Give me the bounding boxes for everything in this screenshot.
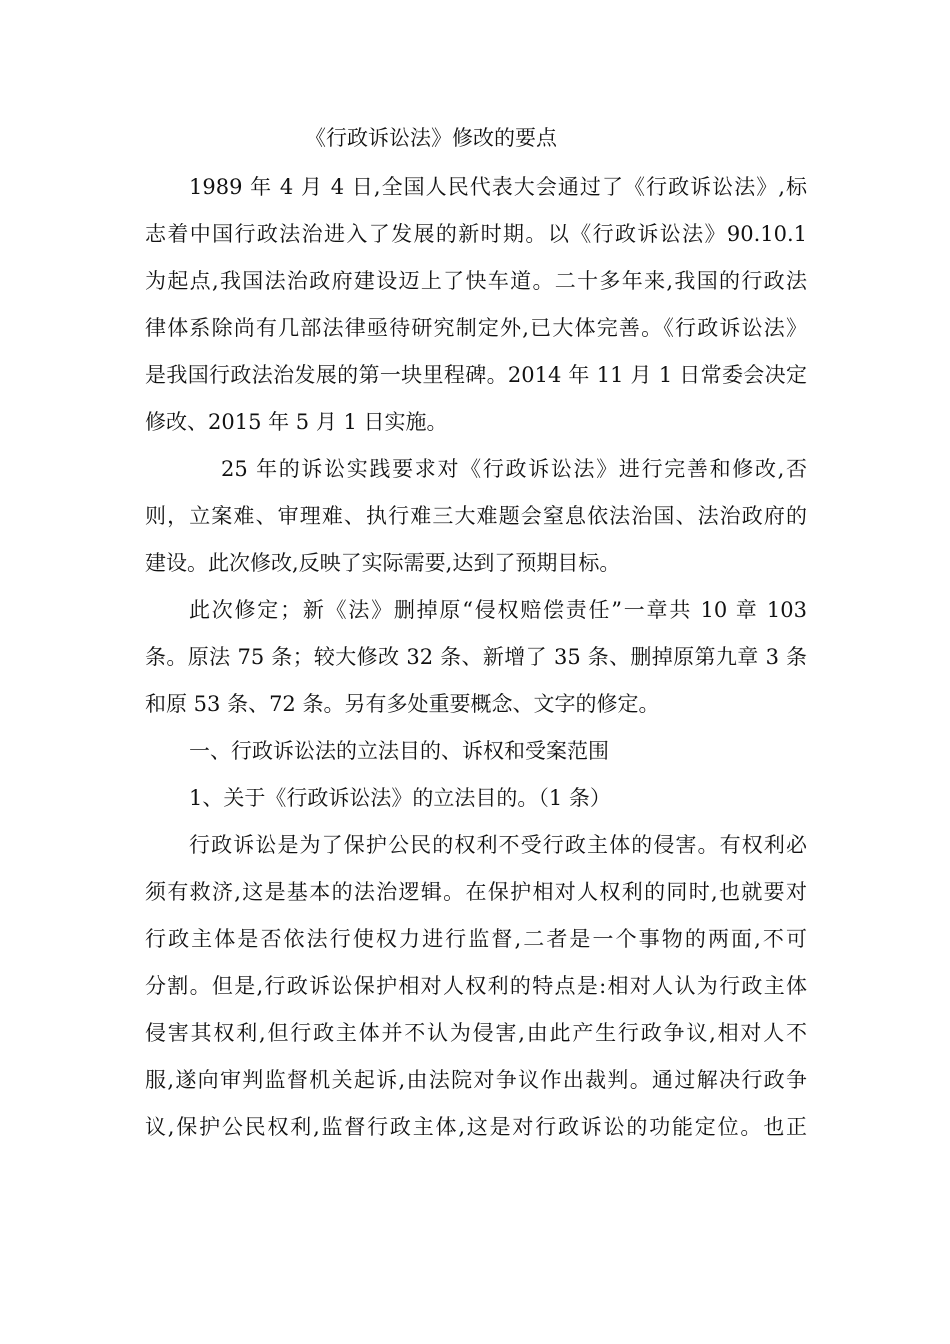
heading-text: 一、行政诉讼法的立法目的、诉权和受案范围 <box>189 739 609 763</box>
document-body <box>145 118 807 1151</box>
text-line: 则，立案难、审理难、执行难三大难题会窒息依法治国、法治政府的 <box>145 504 807 528</box>
text-line: 和原 53 条、72 条。另有多处重要概念、文字的修定。 <box>145 692 660 716</box>
text-line: 须有救济,这是基本的法治逻辑。在保护相对人权利的同时,也就要对 <box>145 880 807 904</box>
text-line: 25 年的诉讼实践要求对《行政诉讼法》进行完善和修改,否 <box>221 457 807 481</box>
text-line: 行政诉讼是为了保护公民的权利不受行政主体的侵害。有权利必 <box>189 833 807 857</box>
text-line: 此次修定；新《法》删掉原“侵权赔偿责任”一章共 10 章 103 <box>189 598 807 622</box>
paragraph-1 <box>145 164 807 446</box>
text-line: 建设。此次修改,反映了实际需要,达到了预期目标。 <box>145 551 621 575</box>
text-line: 分割。但是,行政诉讼保护相对人权利的特点是:相对人认为行政主体 <box>145 974 807 998</box>
text-line: 律体系除尚有几部法律亟待研究制定外,已大体完善。《行政诉讼法》 <box>145 316 807 340</box>
text-line: 侵害其权利,但行政主体并不认为侵害,由此产生行政争议,相对人不 <box>145 1021 807 1045</box>
paragraph-3 <box>145 587 807 728</box>
text-line: 服,遂向审判监督机关起诉,由法院对争议作出裁判。通过解决行政争 <box>145 1068 807 1092</box>
text-line: 志着中国行政法治进入了发展的新时期。以《行政诉讼法》90.10.1 <box>145 222 807 246</box>
text-line: 为起点,我国法治政府建设迈上了快车道。二十多年来,我国的行政法 <box>145 269 807 293</box>
document-title: 《行政诉讼法》修改的要点 <box>305 126 557 150</box>
text-line: 是我国行政法治发展的第一块里程碑。2014 年 11 月 1 日常委会决定 <box>145 363 807 387</box>
text-line: 条。原法 75 条；较大修改 32 条、新增了 35 条、删掉原第九章 3 条 <box>145 645 807 669</box>
text-line: 1989 年 4 月 4 日,全国人民代表大会通过了《行政诉讼法》,标 <box>189 175 807 199</box>
section-heading <box>145 728 807 775</box>
text-line: 议,保护公民权利,监督行政主体,这是对行政诉讼的功能定位。也正 <box>145 1115 807 1139</box>
paragraph-4 <box>145 822 807 1151</box>
text-line: 行政主体是否依法行使权力进行监督,二者是一个事物的两面,不可 <box>145 927 807 951</box>
heading-text: 1、关于《行政诉讼法》的立法目的。（1 条） <box>189 786 611 810</box>
text-line: 修改、2015 年 5 月 1 日实施。 <box>145 410 448 434</box>
paragraph-2 <box>145 446 807 587</box>
subsection-heading <box>145 775 807 822</box>
